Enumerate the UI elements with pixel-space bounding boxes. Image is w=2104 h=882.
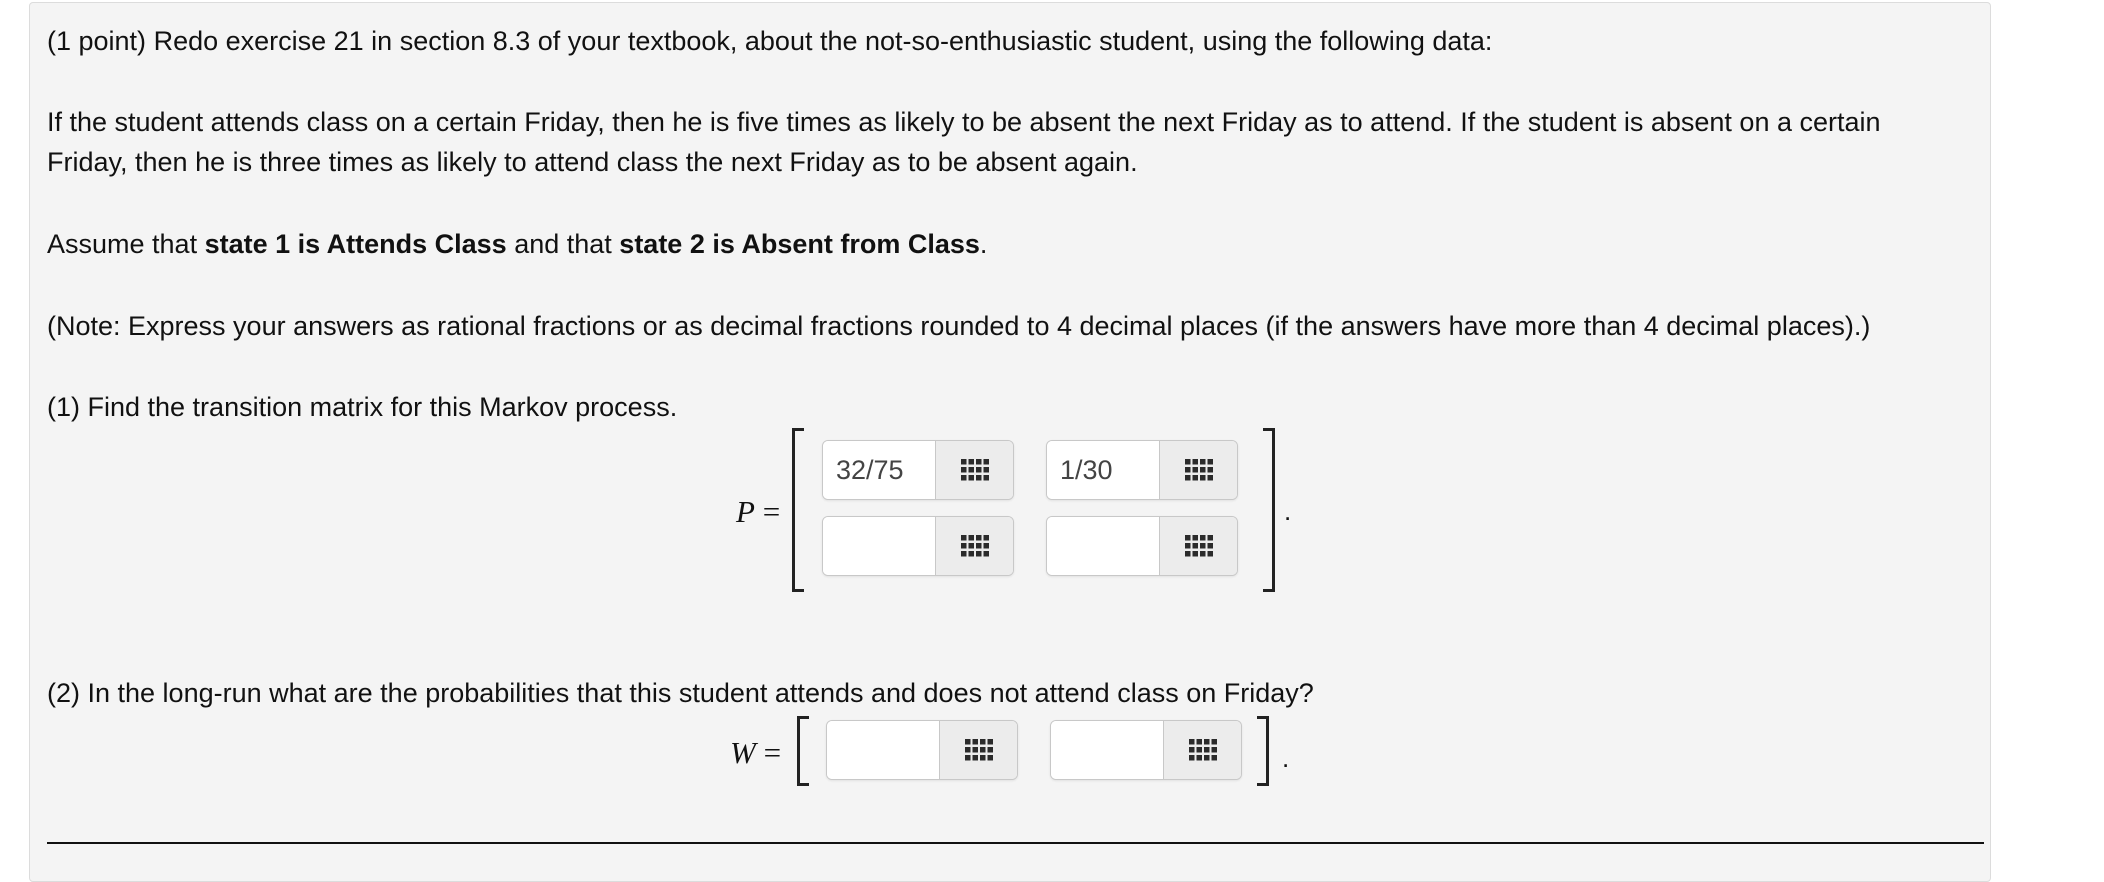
- grid-glyph-cell: [1200, 459, 1206, 465]
- grid-glyph-cell: [1192, 551, 1198, 557]
- grid-glyph-cell: [1207, 543, 1213, 549]
- grid-glyph-cell: [976, 459, 982, 465]
- grid-glyph-cell: [983, 551, 989, 557]
- matrix-p-variable: P: [736, 494, 755, 529]
- grid-glyph-cell: [968, 543, 974, 549]
- grid-glyph-cell: [961, 467, 967, 473]
- grid-glyph-cell: [968, 475, 974, 481]
- grid-glyph: [1188, 738, 1218, 762]
- matrix-p-cell-2-2: [1046, 516, 1238, 576]
- grid-glyph-cell: [1200, 535, 1206, 541]
- grid-glyph-cell: [980, 747, 986, 753]
- matrix-p-period: .: [1284, 496, 1292, 526]
- grid-glyph-cell: [1192, 543, 1198, 549]
- grid-glyph-cell: [976, 467, 982, 473]
- grid-glyph-cell: [1192, 467, 1198, 473]
- matrix-p-input-1-2[interactable]: [1047, 441, 1159, 499]
- vector-w-input-1[interactable]: [827, 721, 939, 779]
- grid-glyph-cell: [976, 535, 982, 541]
- grid-glyph-cell: [1200, 543, 1206, 549]
- grid-glyph-cell: [1185, 535, 1191, 541]
- grid-glyph-cell: [972, 739, 978, 745]
- matrix-p-input-1-1[interactable]: [823, 441, 935, 499]
- grid-glyph-cell: [961, 543, 967, 549]
- grid-glyph-cell: [1204, 755, 1210, 761]
- grid-glyph-cell: [1207, 467, 1213, 473]
- grid-glyph-cell: [1211, 747, 1217, 753]
- grid-glyph-cell: [1192, 535, 1198, 541]
- grid-glyph-cell: [1200, 475, 1206, 481]
- grid-glyph-cell: [1200, 551, 1206, 557]
- grid-glyph-cell: [961, 459, 967, 465]
- assume-prefix: Assume that: [47, 229, 205, 259]
- vector-w-cell-2: [1050, 720, 1242, 780]
- grid-glyph-cell: [987, 747, 993, 753]
- matrix-p-input-2-2[interactable]: [1047, 517, 1159, 575]
- grid-glyph-cell: [987, 755, 993, 761]
- grid-glyph-cell: [976, 551, 982, 557]
- state-1-definition: state 1 is Attends Class: [204, 229, 507, 259]
- grid-glyph-cell: [1189, 739, 1195, 745]
- grid-glyph-cell: [1204, 739, 1210, 745]
- vector-w-equals: =: [755, 735, 782, 770]
- grid-glyph-cell: [983, 459, 989, 465]
- grid-glyph-cell: [1196, 739, 1202, 745]
- points-label: (1 point): [47, 26, 147, 56]
- grid-glyph-cell: [1211, 739, 1217, 745]
- vector-w-input-2[interactable]: [1051, 721, 1163, 779]
- grid-glyph: [1184, 458, 1214, 482]
- grid-glyph-cell: [1200, 467, 1206, 473]
- vector-w-left-bracket: [797, 716, 809, 786]
- problem-intro: [47, 21, 1967, 61]
- note-text: (Note: Express your answers as rational fractions or as decimal fractions rounded to 4 decimal places (if the answers have more than 4 decimal places).): [47, 311, 1871, 341]
- grid-glyph-cell: [968, 467, 974, 473]
- grid-glyph-cell: [968, 551, 974, 557]
- grid-glyph-cell: [1204, 747, 1210, 753]
- grid-glyph-cell: [1207, 475, 1213, 481]
- grid-glyph-cell: [961, 551, 967, 557]
- grid-glyph-cell: [968, 535, 974, 541]
- grid-glyph-cell: [1185, 551, 1191, 557]
- grid-glyph-cell: [976, 543, 982, 549]
- grid-glyph-cell: [1207, 551, 1213, 557]
- matrix-p-label: [736, 494, 780, 530]
- grid-glyph-cell: [968, 459, 974, 465]
- keyboard-grid-icon[interactable]: [939, 721, 1017, 779]
- grid-glyph-cell: [1185, 475, 1191, 481]
- intro-text: Redo exercise 21 in section 8.3 of your textbook, about the not-so-enthusiastic student, using the following data:: [146, 26, 1493, 56]
- grid-glyph: [1184, 534, 1214, 558]
- assume-middle: and that: [506, 229, 620, 259]
- grid-glyph: [960, 534, 990, 558]
- grid-glyph-cell: [983, 535, 989, 541]
- grid-glyph-cell: [1207, 535, 1213, 541]
- matrix-p-input-2-1[interactable]: [823, 517, 935, 575]
- vector-w-period: .: [1282, 743, 1290, 773]
- grid-glyph-cell: [1211, 755, 1217, 761]
- part-1-question: (1) Find the transition matrix for this Markov process.: [47, 392, 678, 422]
- grid-glyph-cell: [1207, 459, 1213, 465]
- matrix-p-cell-2-1: [822, 516, 1014, 576]
- keyboard-grid-icon[interactable]: [1159, 517, 1237, 575]
- grid-glyph-cell: [965, 747, 971, 753]
- grid-glyph-cell: [1189, 755, 1195, 761]
- grid-glyph: [960, 458, 990, 482]
- assumption-text: [47, 224, 1967, 264]
- grid-glyph-cell: [1185, 459, 1191, 465]
- assume-suffix: .: [979, 229, 988, 259]
- grid-glyph-cell: [980, 739, 986, 745]
- grid-glyph-cell: [972, 755, 978, 761]
- matrix-p-cell-1-2: [1046, 440, 1238, 500]
- part-2-question: (2) In the long-run what are the probabilities that this student attends and does not attend class on Friday?: [47, 678, 1314, 708]
- keyboard-grid-icon[interactable]: [1163, 721, 1241, 779]
- grid-glyph-cell: [1185, 467, 1191, 473]
- vector-w-variable: W: [730, 735, 756, 770]
- grid-glyph-cell: [961, 535, 967, 541]
- keyboard-grid-icon[interactable]: [1159, 441, 1237, 499]
- keyboard-grid-icon[interactable]: [935, 517, 1013, 575]
- state-2-definition: state 2 is Absent from Class: [619, 229, 980, 259]
- matrix-p-right-bracket: [1263, 428, 1275, 592]
- grid-glyph-cell: [983, 543, 989, 549]
- grid-glyph-cell: [965, 739, 971, 745]
- data-paragraph: If the student attends class on a certain Friday, then he is five times as likely to be absent the next Friday as to attend. If the student is absent on a certain Friday, then he is three times as likely to attend class the next Friday as to be absent again.: [47, 107, 1881, 177]
- vector-w-right-bracket: [1257, 716, 1269, 786]
- grid-glyph-cell: [1185, 543, 1191, 549]
- grid-glyph-cell: [961, 475, 967, 481]
- matrix-p-cell-1-1: [822, 440, 1014, 500]
- matrix-p-left-bracket: [792, 428, 804, 592]
- vector-w-cell-1: [826, 720, 1018, 780]
- grid-glyph-cell: [983, 467, 989, 473]
- grid-glyph-cell: [972, 747, 978, 753]
- grid-glyph: [964, 738, 994, 762]
- grid-glyph-cell: [1189, 747, 1195, 753]
- grid-glyph-cell: [1196, 755, 1202, 761]
- vector-w-label: [730, 735, 781, 771]
- grid-glyph-cell: [965, 755, 971, 761]
- section-divider: [47, 842, 1984, 844]
- grid-glyph-cell: [980, 755, 986, 761]
- grid-glyph-cell: [1192, 475, 1198, 481]
- grid-glyph-cell: [1196, 747, 1202, 753]
- grid-glyph-cell: [976, 475, 982, 481]
- grid-glyph-cell: [983, 475, 989, 481]
- grid-glyph-cell: [1192, 459, 1198, 465]
- matrix-p-equals: =: [754, 494, 781, 529]
- grid-glyph-cell: [987, 739, 993, 745]
- keyboard-grid-icon[interactable]: [935, 441, 1013, 499]
